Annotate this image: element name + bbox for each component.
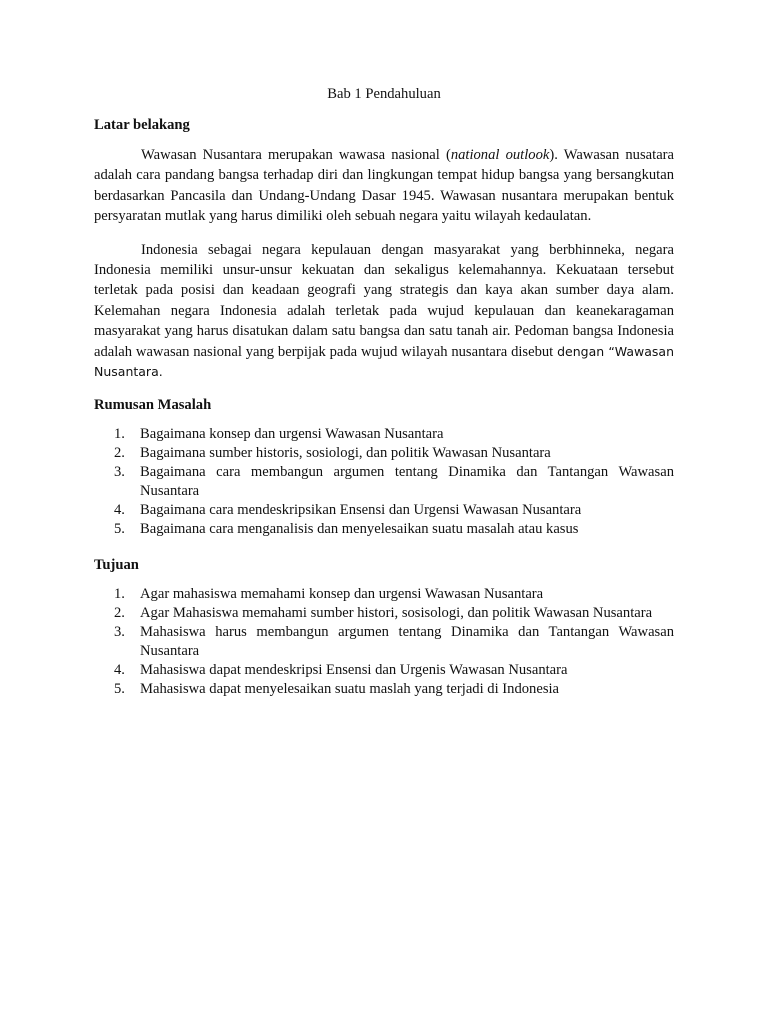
list-number: 4.	[114, 502, 125, 519]
list-number: 5.	[114, 681, 125, 698]
section-heading-rumusan-masalah: Rumusan Masalah	[94, 397, 212, 414]
list-number: 1.	[114, 426, 125, 443]
list-number: 3.	[114, 624, 125, 641]
list-number: 4.	[114, 662, 125, 679]
list-item	[94, 585, 674, 604]
list-item-text: Bagaimana konsep dan urgensi Wawasan Nusantara	[140, 426, 444, 443]
list-item	[94, 604, 674, 623]
page-title: Bab 1 Pendahuluan	[327, 86, 441, 102]
document-page	[94, 84, 674, 715]
list-item-text: Mahasiswa dapat menyelesaikan suatu maslah yang terjadi di Indonesia	[140, 681, 560, 698]
list-number: 2.	[114, 445, 125, 462]
paragraph-wawasan-nusantara	[94, 145, 674, 227]
list-item-text: Bagaimana cara membangun argumen tentang Dinamika dan Tantangan Wawasan Nusantara	[140, 464, 674, 500]
list-item-text: Bagaimana cara menganalisis dan menyelesaikan suatu masalah atau kasus	[140, 521, 579, 538]
list-item	[94, 444, 674, 463]
italic-term: national outlook	[450, 147, 550, 163]
list-item	[94, 501, 674, 520]
list-item-text: Bagaimana cara mendeskripsikan Ensensi dan Urgensi Wawasan Nusantara	[140, 502, 582, 519]
list-item-text: Mahasiswa dapat mendeskripsi Ensensi dan Urgenis Wawasan Nusantara	[140, 662, 568, 679]
paragraph-indonesia-kepulauan	[94, 240, 674, 383]
list-item	[94, 520, 674, 539]
paragraph-text: Indonesia sebagai negara kepulauan dengan masyarakat yang berbhinneka, negara Indonesia memiliki unsur-unsur kekuatan dan sekaligus kelemahannya. Kekuataan tersebut terletak pada posisi dan keadaan geografi yang strategis dan kaya akan sumber daya alam. Kelemahan negara Indonesia adalah terletak pada wujud kepulauan dan keanekaragaman masyarakat yang harus disatukan dalam satu bangsa dan satu tanah air. Pedoman bangsa Indonesia adalah wawasan nasional yang berpijak pada wujud wilayah nusantara disebut	[94, 241, 674, 360]
list-item	[94, 661, 674, 680]
list-item	[94, 463, 674, 501]
paragraph-text: Wawasan Nusantara merupakan wawasa nasional (	[141, 147, 451, 163]
list-item	[94, 623, 674, 661]
section-heading-latar-belakang: Latar belakang	[94, 117, 190, 133]
list-item-text: Mahasiswa harus membangun argumen tentang Dinamika dan Tantangan Wawasan Nusantara	[140, 624, 674, 660]
list-number: 3.	[114, 464, 125, 481]
list-item-text: Bagaimana sumber historis, sosiologi, dan politik Wawasan Nusantara	[140, 445, 551, 462]
rumusan-masalah-list	[94, 425, 674, 539]
list-item	[94, 425, 674, 444]
list-number: 2.	[114, 605, 125, 622]
paragraph-tail-text: dengan “Wawasan Nusantara.	[94, 343, 674, 380]
list-item	[94, 680, 674, 699]
list-item-text: Agar Mahasiswa memahami sumber histori, sosisologi, dan politik Wawasan Nusantara	[140, 605, 653, 622]
paragraph-text: ). Wawasan nusatara adalah cara pandang bangsa terhadap diri dan lingkungan tempat hidup bangsa yang bersangkutan berdasarkan Pancasila dan Undang-Undang Dasar 1945. Wawasan nusantara merupakan bentuk persyaratan mutlak yang harus dimiliki oleh sebuah negara yaitu wilayah kedaulatan.	[94, 147, 675, 225]
section-heading-tujuan: Tujuan	[94, 557, 139, 574]
tujuan-list	[94, 585, 674, 699]
list-item-text: Agar mahasiswa memahami konsep dan urgensi Wawasan Nusantara	[140, 586, 544, 603]
list-number: 1.	[114, 586, 125, 603]
list-number: 5.	[114, 521, 125, 538]
